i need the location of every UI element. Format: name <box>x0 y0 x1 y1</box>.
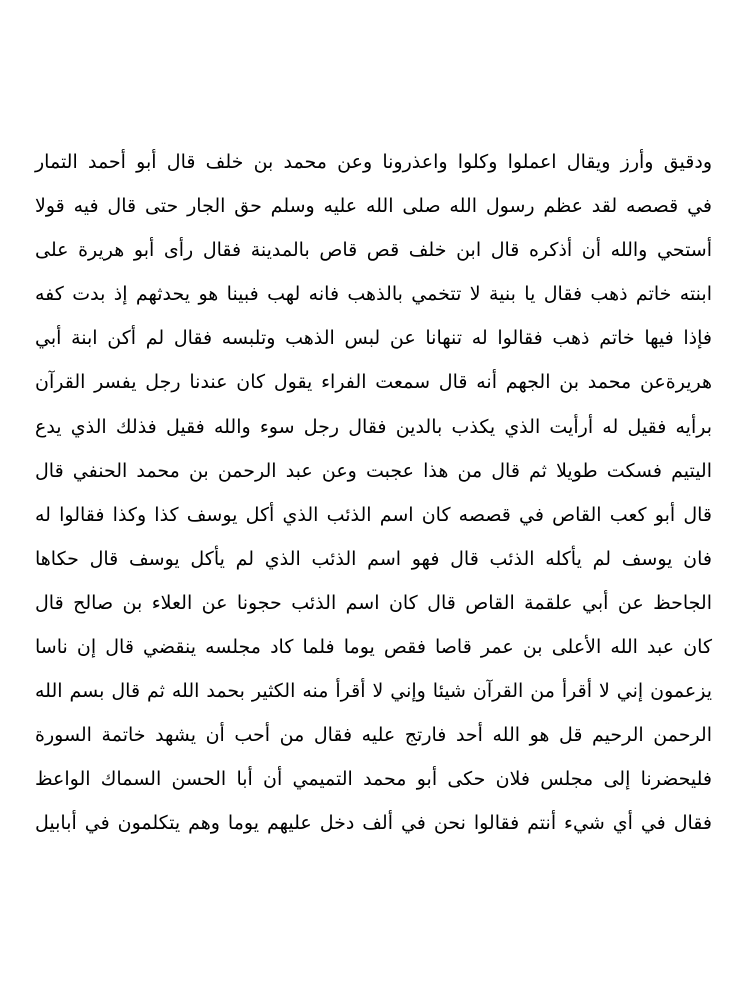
text-line: كان عبد الله الأعلى بن عمر قاصا فقص يوما فلما كاد مجلسه ينقضي قال إن ناسا <box>35 636 712 659</box>
text-line: هريرةعن محمد بن الجهم أنه قال سمعت الفراء يقول كان عندنا رجل يفسر القرآن <box>35 371 712 394</box>
text-line: اليتيم فسكت طويلا ثم قال من هذا عجبت وعن عبد الرحمن بن محمد الحنفي قال <box>35 459 712 482</box>
body-text <box>35 140 712 846</box>
text-line: فليحضرنا إلى مجلس فلان حكى أبو محمد التميمي أن أبا الحسن السماك الواعظ <box>35 768 712 791</box>
text-line: الجاحظ عن أبي علقمة القاص قال كان اسم الذئب حجونا عن العلاء بن صالح قال <box>35 591 712 614</box>
text-line: فإذا فيها خاتم ذهب فقالوا له تنهانا عن لبس الذهب وتلبسه فقال لم أكن ابنة أبي <box>35 327 712 350</box>
text-line: فان يوسف لم يأكله الذئب قال فهو اسم الذئب الذي لم يأكل يوسف قال حكاها <box>35 547 712 570</box>
text-line: يزعمون إني لا أقرأ من القرآن شيئا وإني لا أقرأ منه الكثير بحمد الله ثم قال بسم الله <box>35 680 712 703</box>
text-line: ابنته خاتم ذهب فقال يا بنية لا تتخمي بالذهب فانه لهب فبينا هو يحدثهم إذ بدت كفه <box>35 283 712 306</box>
text-line: الرحمن الرحيم قل هو الله أحد فارتج عليه فقال من أحب أن يشهد خاتمة السورة <box>35 724 712 747</box>
text-line: فقال في أي شيء أنتم فقالوا نحن في ألف دخل عليهم يوما وهم يتكلمون في أبابيل <box>35 812 712 835</box>
text-line: في قصصه لقد عظم رسول الله صلى الله عليه وسلم حق الجار حتى قال فيه قولا <box>35 195 712 218</box>
text-line: أستحي والله أن أذكره قال ابن خلف قص قاص بالمدينة فقال رأى أبو هريرة على <box>35 239 712 262</box>
text-line: قال أبو كعب القاص في قصصه كان اسم الذئب الذي أكل يوسف كذا وكذا فقالوا له <box>35 503 712 526</box>
text-line: ودقيق وأرز ويقال اعملوا وكلوا واعذرونا وعن محمد بن خلف قال أبو أحمد التمار <box>35 151 712 173</box>
text-line: برأيه فقيل له أرأيت الذي يكذب بالدين فقال رجل سوء والله فقيل فذلك الذي يدع <box>35 415 712 438</box>
